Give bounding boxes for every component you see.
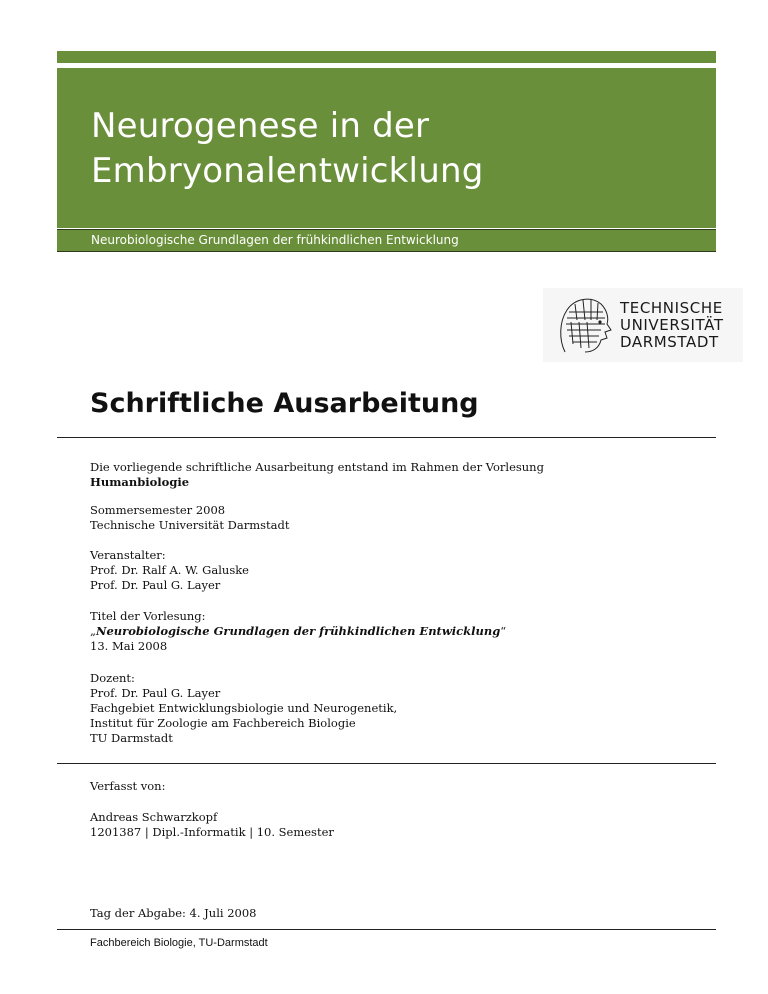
author-block: Andreas Schwarzkopf 1201387 | Dipl.-Informatik | 10. Semester (90, 810, 334, 839)
organizers-block: Veranstalter: Prof. Dr. Ralf A. W. Galuske Prof. Dr. Paul G. Layer (90, 548, 249, 592)
submission-date: Tag der Abgabe: 4. Juli 2008 (90, 906, 257, 920)
author-label: Verfasst von: (90, 779, 166, 793)
title-line-1: Neurogenese in der (91, 106, 430, 146)
athena-head-icon (555, 292, 613, 358)
divider (57, 763, 716, 764)
divider (57, 437, 716, 438)
logo-text: TECHNISCHE UNIVERSITÄT DARMSTADT (620, 299, 724, 351)
header-top-strip (57, 51, 716, 63)
lecturer-block: Dozent: Prof. Dr. Paul G. Layer Fachgebiet Entwicklungsbiologie und Neurogenetik, Institut für Zoologie am Fachbereich Biologie TU Darmstadt (90, 671, 398, 745)
semester-block: Sommersemester 2008 Technische Universität Darmstadt (90, 503, 290, 532)
title-banner (57, 68, 716, 228)
tu-darmstadt-logo (543, 288, 743, 362)
course-name: Humanbiologie (90, 475, 190, 489)
section-heading: Schriftliche Ausarbeitung (90, 388, 479, 419)
document-title (91, 104, 483, 194)
lecture-title: „Neurobiologische Grundlagen der frühkindlichen Entwicklung“ (90, 624, 507, 638)
subtitle-banner (57, 229, 716, 252)
lecture-block: Titel der Vorlesung: „Neurobiologische Grundlagen der frühkindlichen Entwicklung“ 13. Mai 2008 (90, 609, 507, 653)
footer-divider (57, 929, 716, 930)
intro-block: Die vorliegende schriftliche Ausarbeitung entstand im Rahmen der Vorlesung Humanbiologie (90, 460, 544, 489)
subtitle: Neurobiologische Grundlagen der frühkindlichen Entwicklung (91, 233, 459, 247)
title-line-2: Embryonalentwicklung (91, 151, 484, 191)
footer: Fachbereich Biologie, TU-Darmstadt (90, 937, 268, 949)
